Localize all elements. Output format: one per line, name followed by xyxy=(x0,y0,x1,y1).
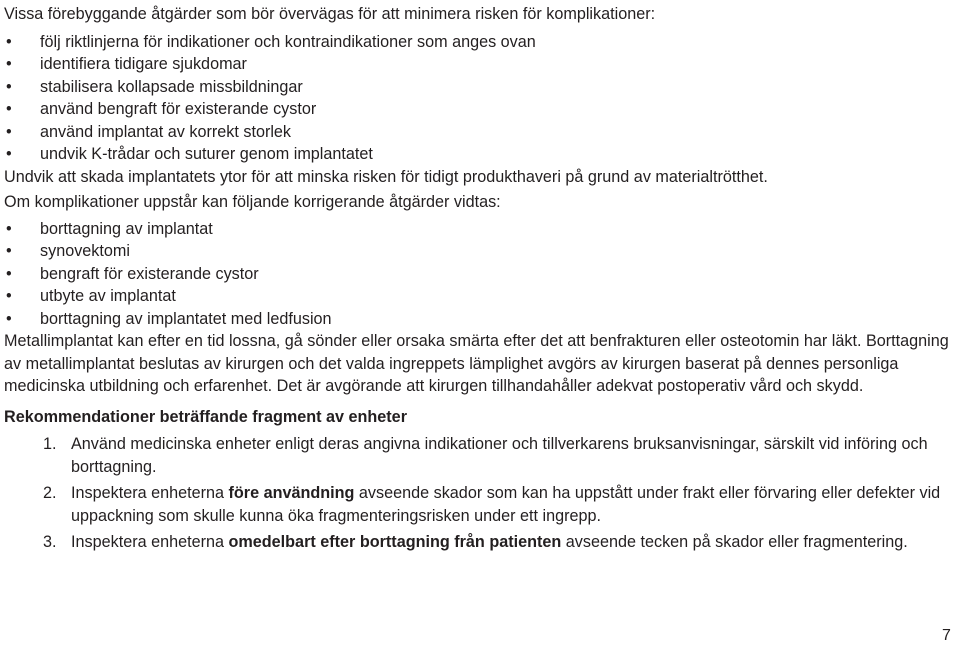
avoid-damage-text: Undvik att skada implantatets ytor för att minska risken för tidigt produkthaveri på grund av materialtrötthet. xyxy=(4,167,768,186)
list-item: • använd implantat av korrekt storlek xyxy=(4,121,954,144)
list-item: • synovektomi xyxy=(4,240,954,263)
intro-preventive: Vissa förebyggande åtgärder som bör övervägas för att minimera risken för komplikationer: xyxy=(4,5,656,23)
bullet-icon: • xyxy=(6,32,12,51)
intro-corrective: Om komplikationer uppstår kan följande korrigerande åtgärder vidtas: xyxy=(4,193,501,211)
section-heading: Rekommendationer beträffande fragment av enheter xyxy=(4,407,407,426)
bullet-icon: • xyxy=(6,55,12,73)
bullet-icon: • xyxy=(6,219,12,238)
recommendations-list xyxy=(4,433,954,554)
bullet-icon: • xyxy=(6,242,12,260)
recommendation-item: 2. Inspektera enheterna före användning avseende skador som kan ha uppstått under frakt eller förvaring eller defekter vid uppackning som skulle kunna öka fragmenteringsrisken under ett ingrepp. xyxy=(43,484,941,525)
recommendation-item: 1. Använd medicinska enheter enligt deras angivna indikationer och tillverkarens bruksanvisningar, särskilt vid införing och borttagning. xyxy=(43,435,928,476)
recommendation-item: 3. Inspektera enheterna omedelbart efter borttagning från patienten avseende tecken på skador eller fragmentering. xyxy=(4,531,954,554)
page-number: 7 xyxy=(942,627,951,644)
item-number: 2. xyxy=(43,484,57,502)
list-item: • undvik K-trådar och suturer genom implantatet xyxy=(4,143,954,166)
bullet-icon: • xyxy=(6,77,12,96)
list-item: • borttagning av implantatet med ledfusion xyxy=(4,308,954,331)
bullet-icon: • xyxy=(6,309,12,328)
bullet-icon: • xyxy=(6,100,12,118)
list-item: • följ riktlinjerna för indikationer och kontraindikationer som anges ovan xyxy=(4,31,954,54)
list-item: • bengraft för existerande cystor xyxy=(4,263,954,286)
item-number: 3. xyxy=(43,533,57,551)
bullet-icon: • xyxy=(6,122,12,141)
list-item: • stabilisera kollapsade missbildningar xyxy=(4,76,954,99)
metal-implant-paragraph: Metallimplantat kan efter en tid lossna, gå sönder eller orsaka smärta efter det att benfrakturen eller osteotomin har läkt. Borttagning av metallimplantat beslutas av kirurgen och det valda ingreppets lämplighet avgörs av kirurgen baserat på dennes personliga medicinska utbildning och erfarenhet. Det är avgörande att kirurgen tillhandahåller adekvat postoperativ vård och skydd. xyxy=(4,332,949,395)
list-item: • identifiera tidigare sjukdomar xyxy=(4,53,954,76)
document-page xyxy=(4,3,954,558)
list-item: • använd bengraft för existerande cystor xyxy=(4,98,954,121)
list-item: • utbyte av implantat xyxy=(4,285,954,308)
item-number: 1. xyxy=(43,435,57,453)
corrective-list xyxy=(4,218,954,331)
bullet-icon: • xyxy=(6,264,12,283)
preventive-list xyxy=(4,31,954,166)
bullet-icon: • xyxy=(6,287,12,305)
list-item: • borttagning av implantat xyxy=(4,218,954,241)
bullet-icon: • xyxy=(6,145,12,163)
emphasis-text: omedelbart efter borttagning från patienten xyxy=(228,533,562,551)
emphasis-text: före användning xyxy=(228,484,355,502)
